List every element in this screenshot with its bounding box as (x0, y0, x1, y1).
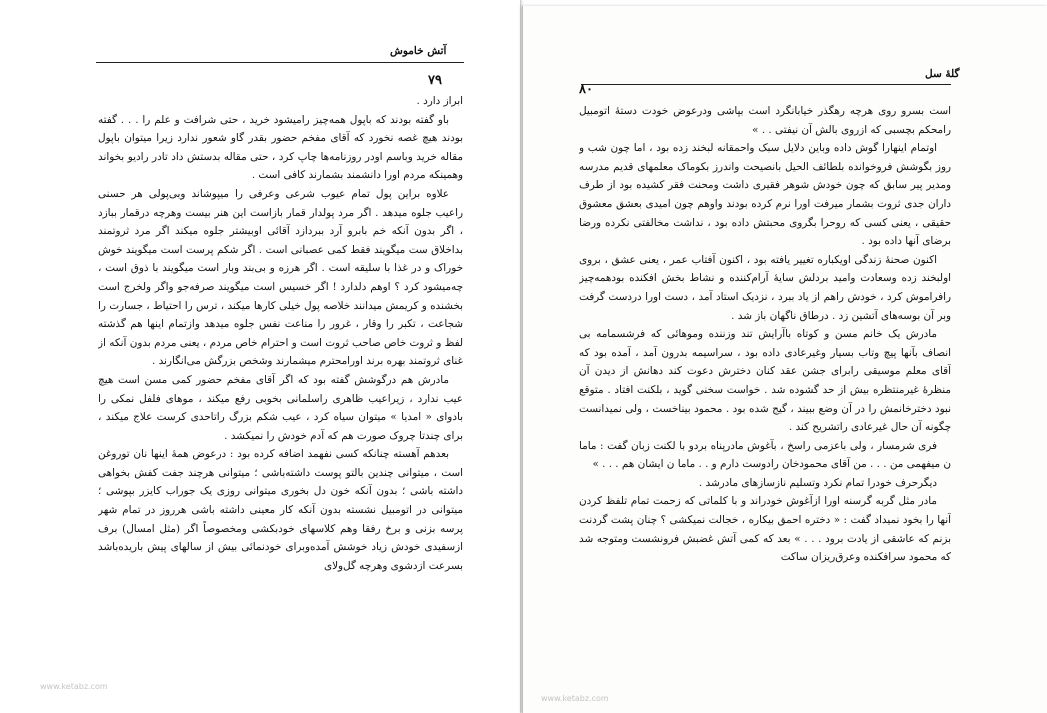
header-rule (581, 84, 951, 85)
paragraph: مادر مثل گربه گرسنه اورا ازآغوش خودراند و با کلماتی که زحمت تمام تلفظ کردن آنها را بخود نمیداد گفت : « دختره احمق بیکاره ، خجالت نمیکشی ؟ چنان پشت گردنت بزنم که عاشقی از یادت برود . . . » بعد که کمی آتش غضبش فرونشست ومتوجه شد که محمود سرافکنده وعرق‌ریزان ساکت (579, 495, 951, 564)
watermark: www.ketabz.com (541, 694, 609, 703)
watermark: www.ketabz.com (40, 682, 108, 691)
right-book-page (522, 6, 1047, 713)
header-rule (96, 62, 464, 63)
page-number: ۷۹ (428, 73, 442, 88)
paragraph: اکنون صحنهٔ زندگی اویکباره تغییر یافته بود ، اکنون آفتاب عمر ، یعنی عشق ، بروی اولبخند زده وسعادت وامید بردلش سایهٔ آرام‌کننده و نشاط بخش افکنده بودهمه‌چیز رافراموش کرد ، خودش راهم از یاد ببرد ، نزدیک استاد آمد ، دست اورا دردست گرفت وبر آن بوسه‌های آتشین زد . درطاق ناگهان باز شد . (579, 253, 951, 322)
paragraph: مادرش یک خانم مسن و کوتاه باآرایش تند وزننده وموهائی که فرشسمامه بی انصاف بآنها پیچ وتاب بسیار وغیرعادی داده بود ، سراسیمه بدرون آمد ، آمده بود که آقای معلم موسیقی رابرای جشن عقد کنان دخترش دعوت کند دهانش از دیدن آن منظرهٔ غیرمنتظره بیش از حد گشوده شد . خواست سخنی گوید ، بلکنت افتاد . متوقع نبود دخترخانمش را در آن وضع ببیند ، گیج شده بود . محمود بیناخست ، ولی نمیدانست چگونه آن حال غیرعادی راتشریح کند . (579, 328, 951, 434)
paragraph: فری شرمسار ، ولی باعزمی راسخ ، بآغوش مادرپناه بردو با لکنت زبان گفت : ماما ن میفهمی من . . . من آقای محمودخان رادوست دارم و . . ماما ن ایشان هم . . . » (579, 439, 951, 471)
paragraph: علاوه براین پول تمام عیوب شرعی وعرفی را میپوشاند وبی‌پولی هر حسنی راعیب جلوه میدهد . اگر مرد پولدار قمار بازاست این هنر بیست وهرچه درقمار ببازد ، اگر بدون آنکه خم بابرو آرد ببردازد آقائی اوبیشتر جلوه میکند اگر مرد ثروتمند بداخلاق ست میگویند فقط کمی عصبانی است . اگر شکم پرست است میگویند خوش خوراک و در غذا با سلیقه است . اگر هرزه و بی‌بند وبار است میگویند با ذوق است ، چه‌میشود کرد ؟ اوهم دلدارد ! اگر خسیس است میگویند صرفه‌جو واگر ولخرج است بخشنده و کریمش میدانند خلاصه پول خیلی کارها میکند ، ترس را احتیاط ، جسارت را شجاعت ، تکبر را وقار ، غرور را مناعت نفس جلوه میدهد وازتمام اینها هم گذشته لفظ و ثروت خاص صاحب ثروت است و احترام خاص مردم ، یعنی مردم بدون آنکه از غنای ثروتمند بهره برند اورامحترم میشمارند وشخص بزرگش می‌انگارند . (98, 187, 463, 368)
page-number: ۸۰ (579, 82, 593, 97)
body-text (98, 92, 463, 632)
paragraph: مادرش هم درگوشش گفته بود که اگر آقای مفخم حضور کمی مسن است هیچ عیب ندارد ، زیراعیب ظاهری راسلمانی بخوبی رفع میکند ، موهای فلفل نمکی را بادوای « امدیا » میتوان سیاه کرد ، عیب شکم بزرگ راتاحدی کرست علاج میکند ، برای چندتا چروک صورت هم که آدم خودش را نمیکشد . (98, 373, 463, 442)
left-book-page (0, 0, 521, 713)
running-title: آتش خاموش (390, 45, 447, 57)
paragraph: بعدهم آهسته چنانکه کسی نفهمد اضافه کرده بود : درعوض همهٔ اینها نان توروغن است ، میتوانی چندین بالتو پوست داشته‌باشی ؛ میتوانی هرچند جفت کفش بخواهی داشته باشی ؛ بدون آنکه خون دل بخوری میتوانی روزی یک جوراب کایزر بپوشی ؛ میتوانی در اتومبیل نشسته بدون آنکه کار معینی داشته باشی هرروز در تمام شهر پرسه بزنی و برخ رفقا وهم کلاسهای خودبکشی ومخصوصاً اگر (مثل امسال) برف ازسفیدی خودش زیاد خوشش آمده‌وبرای خودنمائی بیش از سالهای پیش بارید‌ه‌باشد بسرعت ازدشوی وهرچه گل‌ولای (98, 448, 463, 572)
running-title: گلهٔ سل (925, 68, 960, 80)
body-text (579, 102, 951, 642)
paragraph: است بسرو روی هرچه رهگذر خیابانگرد است بپاشی ودرعوض خودت دستهٔ اتومبیل رامحکم بچسبی که ازروی بالش آن نیفتی . . » (579, 105, 951, 136)
paragraph: باو گفته بودند که باپول همه‌چیز رامیشود خرید ، حتی شرافت و علم را . . . گفته بودند هیچ غصه نخورد که آقای مفخم حضور بقدر گاو شعور ندارد زیرا میتوان باپول مقاله خرید وباسم اودر روزنامه‌ها چاپ کرد ، حتی مقاله بدستش داد تادر رادیو بخواند وهمینکه مردم اورا دانشمند بشمارند کافی است . (98, 113, 463, 182)
paragraph: اوتمام اینهارا گوش داده وباین دلایل سبک واحمقانه لبخند زده بود ، اما چون شب و روز بگوشش فروخوانده بلطائف الحیل بانصیحت واندرز بکوماک معلمهای قدیم مدرسه ومدیر پیر سابق که چون خودش شوهر فقیری داشت ومحنت فقر کشیده بود از طرف داران جدی ثروت بشمار میرفت اورا نرم کرده بودند واوهم چون امیدی بعشق معشوق حقیقی ، یعنی کسی که روحرا بگروی محبتش داده بود ، نداشت مخالفتی نکرده ورضا برضای آنها داده بود . (579, 142, 951, 248)
paragraph: ابراز دارد . (416, 95, 463, 107)
paragraph: دیگرحرف خودرا تمام نکرد وتسلیم نازسازهای مادرشد . (698, 476, 937, 489)
